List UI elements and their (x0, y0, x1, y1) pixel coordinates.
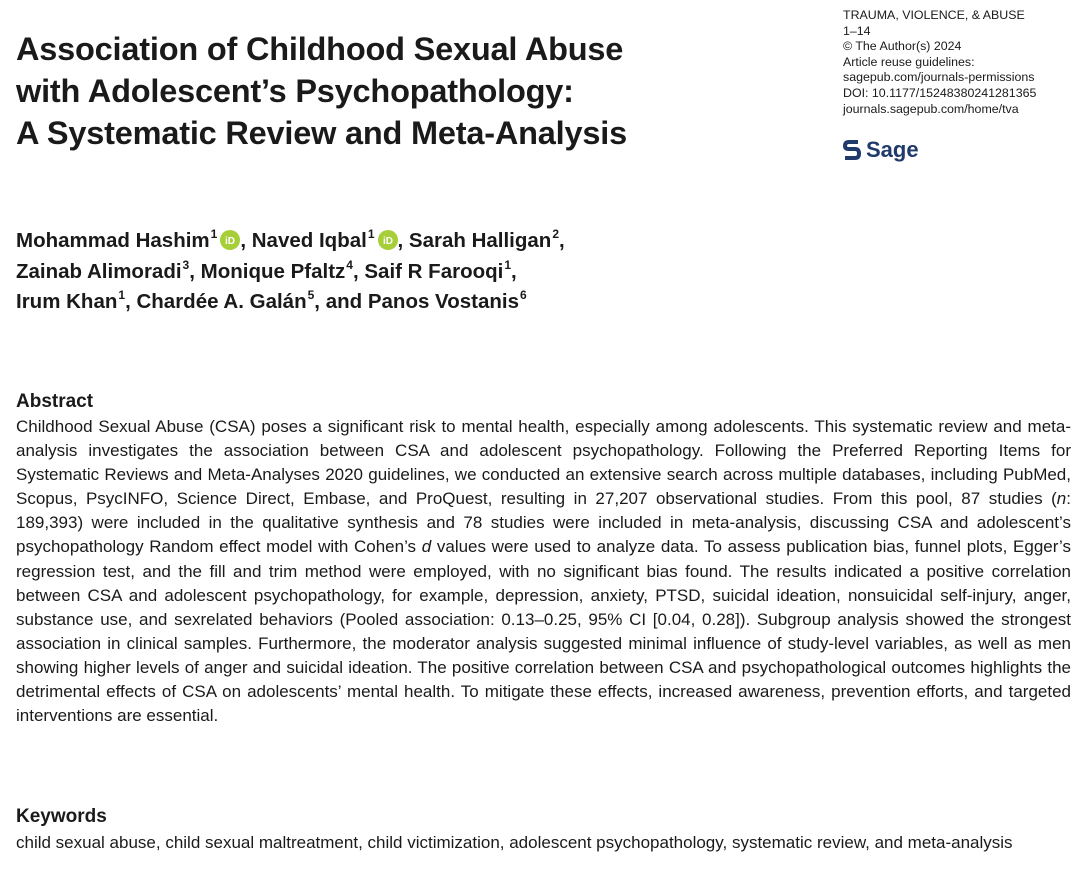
title-line: with Adolescent’s Psychopathology: (16, 73, 574, 109)
author-separator: , (240, 229, 252, 252)
affiliation-number: 2 (552, 227, 560, 241)
sage-s-icon (843, 139, 861, 161)
author-separator: , and (314, 290, 368, 313)
author-separator: , (189, 259, 201, 283)
author-separator: , (397, 229, 409, 252)
author-name: Chardée A. Galán (136, 290, 307, 313)
author-name: Irum Khan (16, 290, 118, 313)
author-name: Panos Vostanis (367, 290, 519, 313)
author-name: Mohammad Hashim (16, 229, 210, 252)
affiliation-number: 4 (346, 257, 353, 272)
abstract-italic-d: d (421, 537, 432, 557)
article-title (16, 28, 816, 154)
author-list (16, 226, 1056, 318)
author-name: Saif R Farooqi (364, 259, 504, 283)
svg-text:iD: iD (382, 236, 393, 247)
abstract-part: : 189,393) were included in the qualitative synthesis and 78 studies were included in meta-analysis, discussing CSA and adolescent’s psychopathology Random effect model with Cohen’s (16, 489, 1071, 557)
abstract-heading: Abstract (16, 391, 94, 412)
author-line (16, 287, 1056, 318)
journal-name: TRAUMA, VIOLENCE, & ABUSE (843, 8, 1025, 22)
journal-homepage-link[interactable]: journals.sagepub.com/home/tva (843, 101, 1019, 116)
affiliation-number: 1 (367, 227, 375, 241)
reuse-label: Article reuse guidelines: (843, 54, 975, 69)
abstract-italic-n: n (1056, 489, 1067, 509)
abstract-text (16, 415, 1071, 728)
keywords-text: child sexual abuse, child sexual maltreatment, child victimization, adolescent psychopathology, systematic review, and meta-analysis (16, 833, 1013, 852)
abstract-part: Childhood Sexual Abuse (CSA) poses a significant risk to mental health, especially among adolescents. This systematic review and meta-analysis investigates the association between CSA and adolescent psychopathology. Following the Preferred Reporting Items for Systematic Reviews and Meta-Analyses 2020 guidelines, we conducted an extensive search across multiple databases, including PubMed, Scopus, PsycINFO, Science Direct, Embase, and ProQuest, resulting in 27,207 observational studies. From this pool, 87 studies ( (16, 417, 1071, 509)
author-line (16, 226, 1056, 257)
author-name: Zainab Alimoradi (16, 259, 182, 283)
author-separator: , (352, 259, 365, 283)
orcid-icon[interactable] (378, 230, 398, 250)
abstract-part: values were used to analyze data. To assess publication bias, funnel plots, Egger’s regression test, and the fill and trim method were employed, with no significant bias found. The results indicated a positive correlation between CSA and adolescent psychopathology, for example, depression, anxiety, PTSD, suicidal ideation, nonsuicidal self-injury, anger, substance use, and sexrelated behaviors (Pooled association: 0.13–0.25, 95% CI [0.04, 0.28]). Subgroup analysis showed the strongest association in clinical samples. Furthermore, the moderator analysis suggested minimal influence of study-level variables, as well as men showing higher levels of anger and suicidal ideation. The positive correlation between CSA and psychopathological outcomes highlights the detrimental effects of CSA on adolescents’ mental health. To mitigate these effects, increased awareness, prevention efforts, and targeted interventions are essential. (16, 537, 1071, 726)
journal-info (843, 8, 1073, 117)
affiliation-number: 5 (307, 288, 315, 302)
reuse-link[interactable]: sagepub.com/journals-permissions (843, 70, 1035, 85)
keywords-heading: Keywords (16, 806, 107, 827)
publisher-name: Sage (866, 137, 919, 162)
journal-pages: 1–14 (843, 23, 871, 38)
affiliation-number: 1 (504, 257, 512, 272)
affiliation-number: 3 (182, 257, 190, 272)
author-separator: , (125, 290, 137, 313)
author-separator: , (511, 259, 517, 283)
affiliation-number: 1 (210, 227, 218, 241)
title-line: A Systematic Review and Meta-Analysis (16, 115, 627, 151)
author-line (16, 257, 1056, 288)
copyright: © The Author(s) 2024 (843, 39, 962, 54)
affiliation-number: 1 (118, 288, 126, 302)
orcid-icon[interactable] (220, 230, 240, 250)
author-separator: , (559, 229, 565, 252)
affiliation-number: 6 (519, 288, 527, 302)
author-name: Sarah Halligan (408, 229, 552, 252)
author-name: Naved Iqbal (251, 229, 367, 252)
publisher-logo (843, 137, 919, 163)
author-name: Monique Pfaltz (200, 259, 346, 283)
title-line: Association of Childhood Sexual Abuse (16, 31, 624, 67)
doi-link[interactable]: DOI: 10.1177/15248380241281365 (843, 85, 1037, 100)
svg-text:iD: iD (225, 236, 236, 247)
